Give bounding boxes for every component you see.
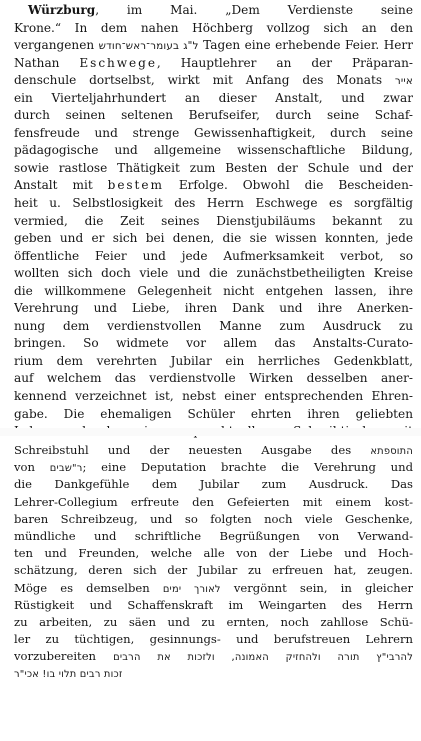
text-line [14,37,413,55]
hebrew-text: התוספתא [370,446,413,457]
text-run: baren Schreibzeug, und so folgten noch viele Geschenke, [14,511,413,526]
article-lower-column [0,442,421,683]
hebrew-text: ר"שבים [49,463,83,475]
text-line [14,614,413,631]
text-run: Eschwege [79,55,157,70]
text-line [14,648,413,665]
text-line [14,230,413,248]
text-run: mündliche und schriftliche Begrüßungen von Verwand- [14,528,413,543]
text-run: heit u. Selbstlosigkeit des Herrn Eschwege es sorgfältig [14,196,413,211]
text-run: öffentliche Feier und jede Aufmerksamkeit verbot, so [14,248,413,263]
text-line [14,2,413,20]
column-break [0,428,421,436]
text-run: Rüstigkeit und Schaffenskraft im Weingarten des Herrn [14,597,413,612]
text-run: von [14,460,50,475]
text-line [14,353,413,371]
text-run: auf welchem das verdienstvolle Wirken desselben aner- [14,371,413,386]
hebrew-text: אייר [394,75,413,88]
text-run: , Hauptlehrer an der Präparan- [156,55,413,70]
text-run: vergönnt sein, in gleicher [220,580,413,595]
text-line [14,580,413,597]
text-run: Lehrer-Collegium erfreute den Gefeierten mit einem kost- [14,494,413,509]
text-line [14,562,413,579]
text-line [14,597,413,614]
text-line [14,494,413,511]
hebrew-text: זכות רבים תלוי בו! אכי"ר [14,669,123,681]
text-line [14,213,413,231]
text-run: fensfreude und strenge Gewissenhaftigkeit, durch seine [14,125,413,140]
text-line [14,195,413,213]
text-line [14,125,413,143]
text-line [14,265,413,283]
text-line [14,511,413,528]
text-line [14,388,413,406]
text-run: schätzung, deren sich der Jubilar zu erfreuen hat, zeugen. [14,563,413,578]
text-run: geben und er sich bei denen, die sie wissen konnten, jede [14,231,413,246]
text-run: die willkommene Gelegenheit nicht entgehen lassen, ihre [14,283,413,298]
text-line [14,459,413,476]
text-run: Nathan [14,55,80,70]
text-run: ler zu tüchtigen, gesinnungs- und berufstreuen Lehrern [14,632,413,647]
text-line [14,665,413,682]
text-run: wollten sich doch viele und die zunächstbetheiligten Kreise [14,266,413,281]
text-line [14,370,413,388]
text-run: sowie rastlose Thätigkeit zum Besten der Schule und der [14,160,413,175]
text-run: bestem [107,178,164,193]
text-run: vergangenen [14,38,99,53]
text-run: ein Vierteljahrhundert an dieser Anstalt, und zwar [14,90,413,105]
text-line [14,142,413,160]
text-run: Erfolge. Obwohl die Bescheiden- [163,178,413,193]
text-line [14,528,413,545]
text-run: die Dankgefühle dem Jubilar zum Ausdruck. Das [14,477,413,492]
hebrew-text: להרבי"ץ תורה ולהחזיק האמונה, ולזכות את הרבים [113,652,413,664]
text-line [14,476,413,493]
text-line [14,318,413,336]
dateline-place: Würzburg [28,3,96,17]
text-line [14,160,413,178]
text-line [14,300,413,318]
text-run: vorzubereiten [14,649,114,664]
hebrew-text: ל"ג בעומר־ראש־חודש [98,40,199,53]
text-run: zu arbeiten, zu säen und zu ernten, noch zahllose Schü- [14,614,413,629]
text-run: Tagen eine erhebende Feier. Herr [198,38,413,53]
text-line [14,631,413,648]
text-line [14,248,413,266]
text-run: Anstalt mit [14,178,108,193]
text-run: Möge es demselben [14,580,163,595]
text-line [14,72,413,90]
text-run: ten und Freunden, welche alle von der Liebe und Hoch- [14,546,413,561]
text-line [14,20,413,38]
text-run: vermied, die Zeit seines Dienstjubiläums bekannt zu [14,213,413,228]
text-line [14,442,413,459]
text-run: rium dem verehrten Jubilar ein herrliches Gedenkblatt, [14,353,413,368]
article-upper-column [0,2,421,441]
text-line [14,107,413,125]
text-line [14,335,413,353]
text-run: Schreibstuhl und der neuesten Ausgabe des [14,443,371,457]
text-line [14,283,413,301]
text-run: pädagogische und allgemeine wissenschaftliche Bildung, [14,143,413,158]
text-line [14,406,413,424]
text-run: nung dem verdienstvollen Manne zum Ausdruck zu [14,318,413,333]
text-run: ; eine Deputation brachte die Verehrung und [82,460,413,475]
text-run: denschule dortselbst, wirkt mit Anfang des Monats [14,73,395,88]
text-line [14,545,413,562]
text-run: Verehrung und Liebe, ihren Dank und ihre Anerken- [14,301,413,316]
text-run: durch seinen seltenen Berufseifer, durch seine Schaf- [14,108,413,123]
text-run: bringen. So widmete vor allem das Anstalts-Curato- [14,336,413,351]
text-run: Krone.“ In dem nahen Höchberg vollzog sich an den [14,20,413,35]
text-line [14,90,413,108]
text-run: gabe. Die ehemaligen Schüler ehrten ihren geliebten [14,406,413,421]
text-run: , im Mai. „Dem Verdienste seine [95,3,413,17]
text-run: kennend verzeichnet ist, nebst einer entsprechenden Ehren- [14,389,413,404]
text-line [14,177,413,195]
text-line [14,55,413,73]
hebrew-text: לאורך ימים [162,583,221,595]
